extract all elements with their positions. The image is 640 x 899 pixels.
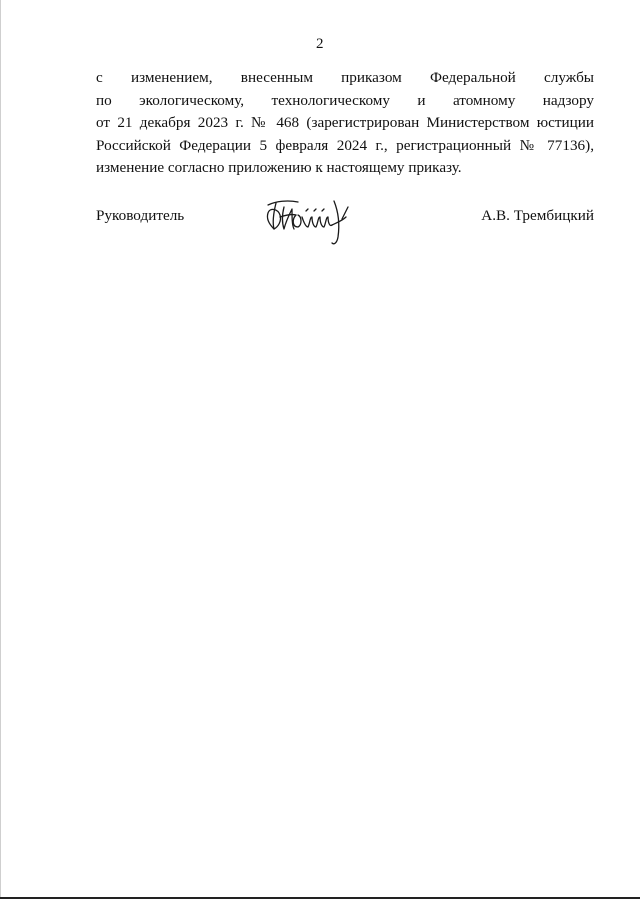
handwritten-signature [262,195,366,247]
paragraph-line: по экологическому, технологическому и атомному надзору [96,91,594,109]
page-number: 2 [316,36,324,52]
paragraph-line: от 21 декабря 2023 г. № 468 (зарегистрирован Министерством юстиции [96,114,594,131]
paragraph-line: Российской Федерации 5 февраля 2024 г., регистрационный № 77136), [96,136,594,154]
signer-position-title: Руководитель [96,207,185,224]
signature-block [96,203,594,253]
paragraph-line: с изменением, внесенным приказом Федеральной службы [96,69,594,86]
signer-name: А.В. Трембицкий [481,207,594,224]
body-paragraph [96,67,594,180]
paragraph-line: изменение согласно приложению к настоящему приказу. [96,159,462,176]
page-left-edge [0,0,1,899]
